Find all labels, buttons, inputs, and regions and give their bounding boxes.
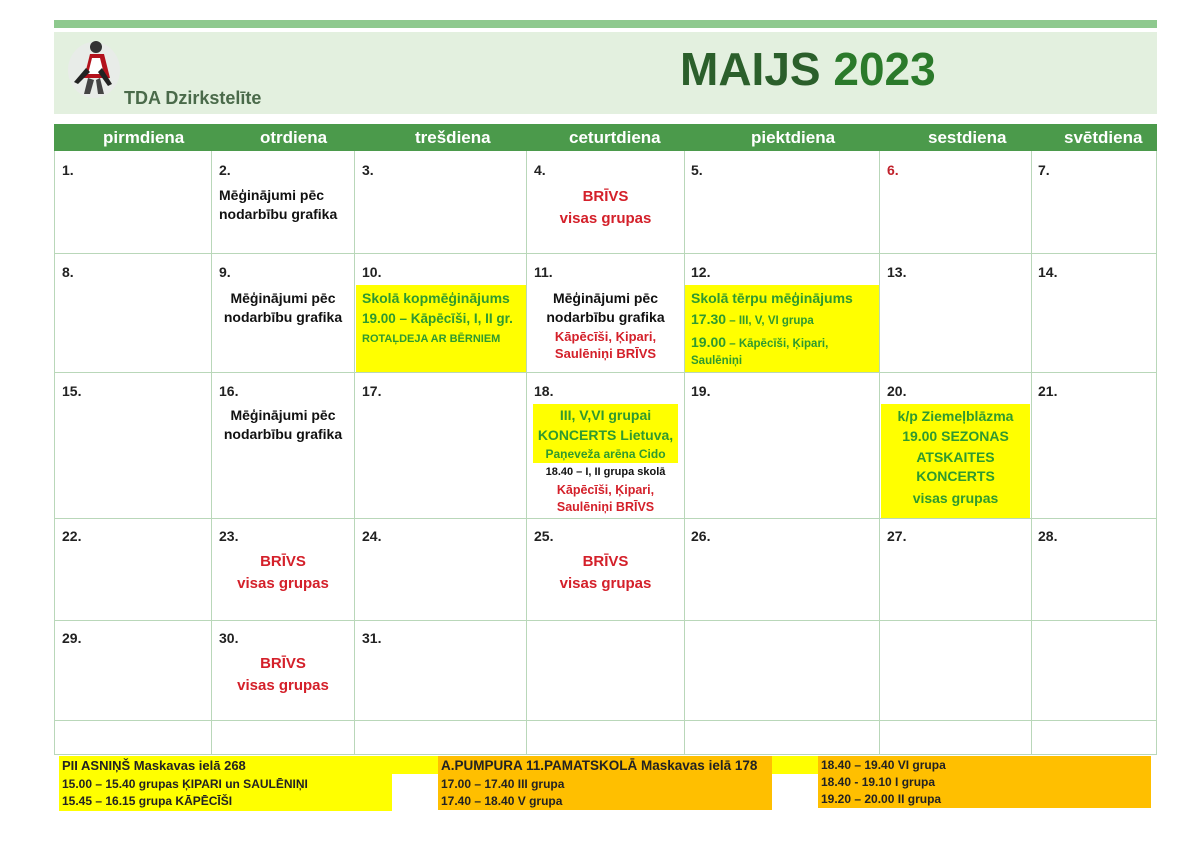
footer-asnins-line: 15.00 – 15.40 grupas ĶIPARI un SAULĒNIŅI <box>62 777 308 791</box>
event-d2 <box>212 186 361 224</box>
date-21: 21. <box>1038 383 1058 399</box>
event-line: Kāpēcīši, Ķipari, <box>554 329 657 344</box>
top-accent-bar <box>54 20 1157 28</box>
event-line: Mēģinājumi pēc <box>230 407 336 423</box>
date-4: 4. <box>534 162 546 178</box>
event-time: 19.00 <box>691 334 727 350</box>
date-9: 9. <box>219 264 231 280</box>
event-line: Saulēniņi BRĪVS <box>554 346 657 361</box>
event-line: 19.00 SEZONAS <box>902 428 1009 444</box>
date-26: 26. <box>691 528 711 544</box>
footer-evening-line: 18.40 – 19.40 VI grupa <box>821 758 946 772</box>
date-16: 16. <box>219 383 239 399</box>
footer-asnins-line: 15.45 – 16.15 grupa KĀPĒCĪŠI <box>62 794 233 808</box>
event-d18 <box>527 406 684 515</box>
date-18: 18. <box>534 383 554 399</box>
date-1: 1. <box>62 162 74 178</box>
event-d20 <box>881 406 1030 510</box>
event-line: KONCERTS Lietuva, <box>537 427 674 443</box>
date-7: 7. <box>1038 162 1050 178</box>
all-groups-label: visas grupas <box>559 210 652 227</box>
free-label: BRĪVS <box>582 553 629 570</box>
event-line: nodarbību grafika <box>223 309 343 325</box>
date-5: 5. <box>691 162 703 178</box>
date-19: 19. <box>691 383 711 399</box>
date-14: 14. <box>1038 264 1058 280</box>
event-line: 18.40 – I, II grupa skolā <box>545 466 666 478</box>
footer-box-pumpura-tab <box>772 756 818 774</box>
event-d30 <box>212 653 354 697</box>
footer-pumpura-line: 17.00 – 17.40 III grupa <box>441 777 565 791</box>
event-d9 <box>212 289 354 327</box>
footer-asnins-title: PII ASNIŅŠ Maskavas ielā 268 <box>62 758 246 773</box>
event-line: – Kāpēcīši, Ķipari, <box>726 338 829 350</box>
event-d10 <box>362 288 527 348</box>
footer-evening-line: 18.40 - 19.10 I grupa <box>821 775 936 789</box>
event-line: ATSKAITES <box>916 449 995 465</box>
date-8: 8. <box>62 264 74 280</box>
date-3: 3. <box>362 162 374 178</box>
date-28: 28. <box>1038 528 1058 544</box>
event-d12 <box>691 288 879 369</box>
all-groups-label: visas grupas <box>237 575 329 592</box>
event-line: Mēģinājumi pēc <box>219 187 325 203</box>
event-d16 <box>212 406 354 444</box>
event-line: Paņeveža arēna Cido <box>545 447 666 461</box>
date-2: 2. <box>219 162 231 178</box>
event-line: k/p Ziemeļblāzma <box>897 408 1014 424</box>
event-line: Kāpēcīši, Ķipari, <box>556 483 655 497</box>
event-d4 <box>527 186 684 230</box>
date-25: 25. <box>534 528 554 544</box>
weekday-thu: ceturtdiena <box>569 128 661 147</box>
date-6: 6. <box>887 162 899 178</box>
event-line: nodarbību grafika <box>546 309 665 325</box>
event-line: III, V,VI grupai <box>559 407 652 423</box>
month-label: MAIJS <box>680 43 821 95</box>
date-27: 27. <box>887 528 907 544</box>
event-line: nodarbību grafika <box>219 206 338 222</box>
weekday-wed: trešdiena <box>415 128 491 147</box>
event-d25 <box>527 551 684 595</box>
event-line: Mēģinājumi pēc <box>552 290 659 306</box>
event-line: 19.00 – Kāpēcīši, I, II gr. <box>362 311 513 326</box>
event-line: Skolā kopmēģinājums <box>362 290 510 306</box>
date-11: 11. <box>534 264 553 280</box>
weekday-header <box>54 124 1157 151</box>
event-line: KONCERTS <box>916 468 995 484</box>
footer-box-asnins-tab <box>392 756 438 774</box>
footer-evening-line: 19.20 – 20.00 II grupa <box>821 792 942 806</box>
date-22: 22. <box>62 528 82 544</box>
event-line: Saulēniņi <box>691 355 743 367</box>
event-line: ROTAĻDEJA AR BĒRNIEM <box>362 333 501 345</box>
date-29: 29. <box>62 630 82 646</box>
date-13: 13. <box>887 264 907 280</box>
free-label: BRĪVS <box>260 655 306 672</box>
footer-pumpura-title: A.PUMPURA 11.PAMATSKOLĀ Maskavas ielā 178 <box>441 758 758 773</box>
event-d23 <box>212 551 354 595</box>
event-line: visas grupas <box>912 490 999 506</box>
event-line: Skolā tērpu mēģinājums <box>691 290 853 306</box>
free-label: BRĪVS <box>582 188 629 205</box>
event-line: – III, V, VI grupa <box>726 315 814 327</box>
all-groups-label: visas grupas <box>237 677 329 694</box>
free-label: BRĪVS <box>260 553 306 570</box>
date-20: 20. <box>887 383 907 399</box>
event-line: Saulēniņi BRĪVS <box>556 500 655 514</box>
dancer-logo-icon <box>66 38 122 100</box>
date-30: 30. <box>219 630 239 646</box>
year-label: 2023 <box>833 43 936 95</box>
date-12: 12. <box>691 264 711 280</box>
date-24: 24. <box>362 528 382 544</box>
event-time: 17.30 <box>691 311 727 327</box>
event-line: nodarbību grafika <box>223 426 343 442</box>
date-31: 31. <box>362 630 382 646</box>
weekday-fri: piektdiena <box>751 128 836 147</box>
weekday-tue: otrdiena <box>260 128 328 147</box>
weekday-sat: sestdiena <box>928 128 1007 147</box>
date-15: 15. <box>62 383 82 399</box>
event-line: Mēģinājumi pēc <box>230 290 336 306</box>
weekday-mon: pirmdiena <box>103 128 185 147</box>
date-23: 23. <box>219 528 239 544</box>
date-17: 17. <box>362 383 382 399</box>
weekday-sun: svētdiena <box>1064 128 1143 147</box>
all-groups-label: visas grupas <box>559 575 652 592</box>
footer-pumpura-line: 17.40 – 18.40 V grupa <box>441 794 563 808</box>
organization-name: TDA Dzirkstelīte <box>124 88 262 108</box>
event-d11 <box>527 289 684 362</box>
date-10: 10. <box>362 264 382 280</box>
page-title <box>680 42 936 96</box>
